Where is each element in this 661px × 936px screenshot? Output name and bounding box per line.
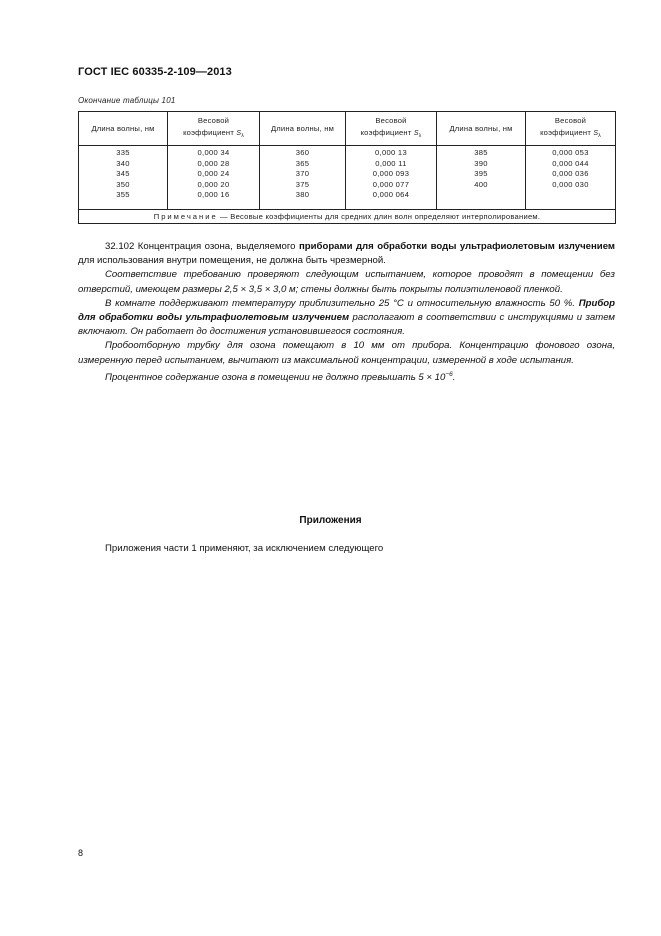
table-cell: 0,000 24 bbox=[197, 169, 230, 178]
paragraph-test-room: Соответствие требованию проверяют следующим испытанием, которое проводят в помещении без отверстий, имеющем размеры 2,5 × 3,5 × 3,0 м; стены должны быть покрыты полиэтиленовой пленкой. bbox=[78, 269, 615, 295]
table-cell: 355 bbox=[116, 190, 130, 199]
table-cell: 0,000 11 bbox=[375, 158, 407, 168]
document-header: ГОСТ IEC 60335-2-109—2013 bbox=[78, 66, 232, 78]
paragraph-sampling: Пробоотборную трубку для озона помещают в 10 мм от прибора. Концентрацию фонового озона, измеренную перед испытанием, вычитают из максимальной концентрации, измеренной в ходе испытания. bbox=[78, 340, 615, 366]
table-cell: 0,000 28 bbox=[197, 158, 230, 168]
header-coefficient-1: Весовой коэффициент $S_\lambda$ bbox=[168, 112, 260, 146]
table-data-row bbox=[79, 146, 616, 210]
table-cell: 380 bbox=[295, 190, 310, 199]
weighting-coefficient-table bbox=[78, 111, 616, 224]
page-number: 8 bbox=[78, 848, 84, 858]
table-cell: 0,000 064 bbox=[372, 190, 410, 199]
wavelength-column-2 bbox=[260, 146, 346, 210]
header-wavelength-2: Длина волны, нм bbox=[260, 112, 346, 146]
wavelength-column-1 bbox=[79, 146, 168, 210]
paragraph-requirement: 32.102 Концентрация озона, выделяемого приборами для обработки воды ультрафиолетовым излучением для использования внутри помещения, не должна быть чрезмерной. bbox=[78, 241, 616, 267]
table-cell: 395 bbox=[474, 169, 488, 178]
table-cell: 375 bbox=[295, 179, 310, 189]
table-note-row bbox=[79, 210, 616, 224]
coefficient-column-1 bbox=[168, 146, 260, 210]
table-cell: 0,000 34 bbox=[197, 148, 230, 157]
clause-32-102 bbox=[78, 240, 615, 385]
annex-heading: Приложения bbox=[299, 515, 362, 526]
paragraph-conditions: В комнате поддерживают температуру приблизительно 25 °С и относительную влажность 50 %. Прибор для обработки воды ультрафиолетовым излучением располагают в соответствии с инструкциями и затем включают. Он работает до достижения установившегося состояния. bbox=[78, 297, 615, 338]
table-note bbox=[79, 210, 616, 224]
table-cell: 340 bbox=[116, 158, 130, 168]
table-cell: 370 bbox=[295, 169, 310, 178]
wavelength-column-3 bbox=[437, 146, 526, 210]
coefficient-column-2 bbox=[346, 146, 437, 210]
annex-text: Приложения части 1 применяют, за исключением следующего bbox=[105, 543, 384, 554]
header-wavelength-3: Длина волны, нм bbox=[437, 112, 526, 146]
header-wavelength-1: Длина волны, нм bbox=[79, 112, 168, 146]
table-cell: 0,000 20 bbox=[197, 179, 230, 189]
table-header-row bbox=[79, 112, 616, 146]
note-label: Примечание bbox=[153, 212, 218, 221]
table-cell: 400 bbox=[474, 179, 488, 189]
table-caption: Окончание таблицы 101 bbox=[78, 96, 176, 105]
header-coefficient-2: Весовой коэффициент $S_\lambda$ bbox=[346, 112, 437, 146]
table-cell: 390 bbox=[474, 158, 488, 168]
table-cell: 0,000 030 bbox=[552, 179, 589, 189]
table-cell: 350 bbox=[116, 179, 130, 189]
table-cell: 385 bbox=[474, 148, 488, 157]
table-cell: 0,000 077 bbox=[372, 179, 410, 189]
table-cell: 0,000 053 bbox=[552, 148, 589, 157]
table-cell: 335 bbox=[116, 148, 130, 157]
table-cell: 0,000 036 bbox=[552, 169, 589, 178]
paragraph-limit: Процентное содержание озона в помещении не должно превышать $5 \times 10^{-6}$. bbox=[105, 370, 456, 384]
table-cell: 365 bbox=[295, 158, 310, 168]
note-text: — Весовые коэффициенты для средних длин волн определяют интерполированием. bbox=[217, 212, 541, 221]
clause-number: 32.102 bbox=[105, 241, 135, 252]
table-cell: 0,000 044 bbox=[552, 158, 589, 168]
table-cell: 360 bbox=[295, 148, 310, 157]
table-cell: 0,000 16 bbox=[197, 190, 230, 199]
header-coefficient-3: Весовой коэффициент $S_\lambda$ bbox=[526, 112, 616, 146]
table-cell: 0,000 13 bbox=[375, 148, 407, 157]
coefficient-column-3 bbox=[526, 146, 616, 210]
table-cell: 0,000 093 bbox=[372, 169, 410, 178]
table-cell: 345 bbox=[116, 169, 130, 178]
